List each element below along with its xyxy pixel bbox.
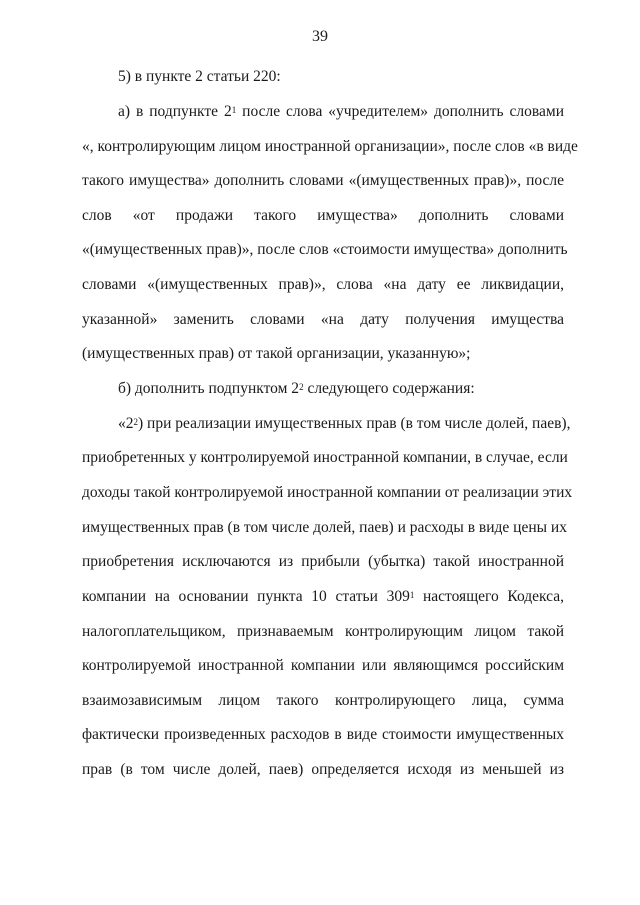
text-line: контролируемой иностранной компании или являющимся российским bbox=[82, 657, 564, 674]
text-line: б) дополнить подпунктом $2^2$ следующего содержания: bbox=[118, 380, 475, 397]
text-line: указанной» заменить словами «на дату получения имущества bbox=[82, 311, 564, 328]
text-line: взаимозависимым лицом такого контролирующего лица, сумма bbox=[82, 692, 564, 709]
text-line: «$2^2$) при реализации имущественных прав (в том числе долей, паев), bbox=[118, 415, 571, 432]
text-line: имущественных прав (в том числе долей, паев) и расходы в виде цены их bbox=[82, 519, 567, 536]
text-line: приобретенных у контролируемой иностранной компании, в случае, если bbox=[82, 449, 568, 466]
text-line: приобретения исключаются из прибыли (убытка) такой иностранной bbox=[82, 553, 564, 570]
text-line: словами «(имущественных прав)», слова «на дату ее ликвидации, bbox=[82, 276, 564, 293]
text-line: а) в подпункте $2^1$ после слова «учредителем» дополнить словами bbox=[118, 103, 564, 120]
text-line: «(имущественных прав)», после слов «стоимости имущества» дополнить bbox=[82, 241, 568, 258]
text-line: (имущественных прав) от такой организации, указанную»; bbox=[82, 345, 471, 362]
text-line: фактически произведенных расходов в виде стоимости имущественных bbox=[82, 726, 564, 743]
page-number: 39 bbox=[312, 28, 328, 45]
text-line: компании на основании пункта 10 статьи $309^1$ настоящего Кодекса, bbox=[82, 588, 564, 605]
text-line: прав (в том числе долей, паев) определяется исходя из меньшей из bbox=[82, 761, 564, 778]
text-line: доходы такой контролируемой иностранной компании от реализации этих bbox=[82, 484, 573, 501]
text-line: «, контролирующим лицом иностранной организации», после слов «в виде bbox=[82, 138, 578, 155]
text-line: такого имущества» дополнить словами «(имущественных прав)», после bbox=[82, 172, 564, 189]
text-line: налогоплательщиком, признаваемым контролирующим лицом такой bbox=[82, 623, 564, 640]
text-line: 5) в пункте 2 статьи 220: bbox=[118, 68, 281, 85]
text-line: слов «от продажи такого имущества» дополнить словами bbox=[82, 207, 564, 224]
